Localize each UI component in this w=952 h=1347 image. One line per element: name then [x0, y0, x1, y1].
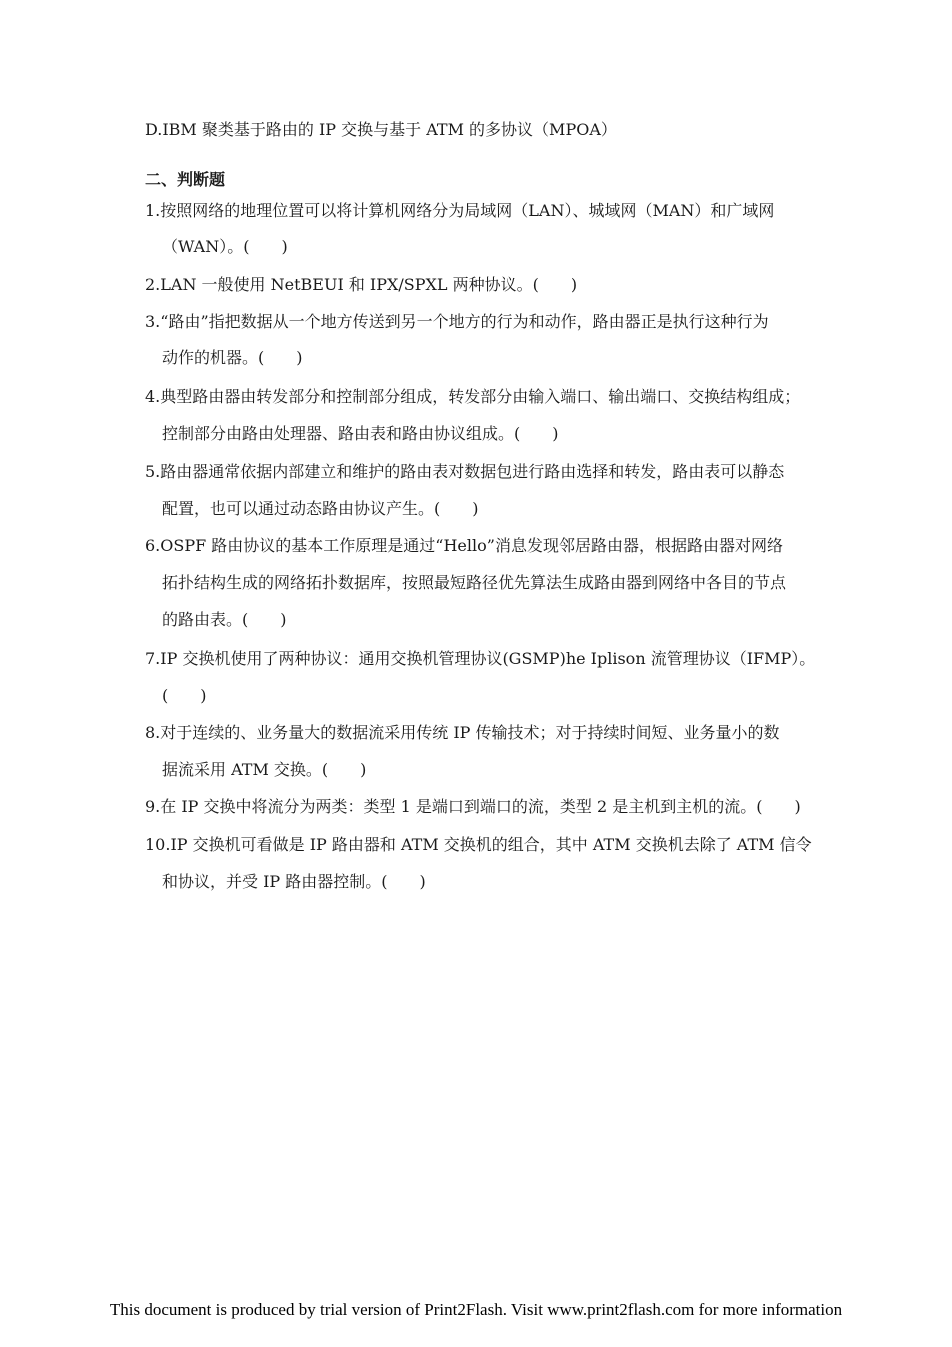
question-7-line-1: 7.IP 交换机使用了两种协议：通用交换机管理协议(GSMP)he Iplison 流管理协议（IFMP）。 [145, 649, 816, 668]
question-10-line-1: 10.IP 交换机可看做是 IP 路由器和 ATM 交换机的组合，其中 ATM 交换机去除了 ATM 信令 [145, 835, 812, 854]
question-6-line-2: 拓扑结构生成的网络拓扑数据库，按照最短路径优先算法生成路由器到网络中各目的节点 [162, 573, 787, 592]
previous-option-d: D.IBM 聚类基于路由的 IP 交换与基于 ATM 的多协议（MPOA） [145, 120, 617, 139]
question-4-line-1: 4.典型路由器由转发部分和控制部分组成，转发部分由输入端口、输出端口、交换结构组成； [145, 387, 801, 406]
question-3-line-1: 3.“路由”指把数据从一个地方传送到另一个地方的行为和动作，路由器正是执行这种行为 [145, 312, 769, 331]
question-10-line-2: 和协议，并受 IP 路由器控制。( ) [162, 872, 426, 891]
question-9-line-1: 9.在 IP 交换中将流分为两类：类型 1 是端口到端口的流，类型 2 是主机到主机的流。( ) [145, 797, 801, 816]
question-1-line-2: （WAN）。( ) [162, 237, 288, 256]
question-1-line-1: 1.按照网络的地理位置可以将计算机网络分为局域网（LAN）、城域网（MAN）和广域网 [145, 201, 775, 220]
question-7-line-2: ( ) [162, 686, 207, 705]
question-4-line-2: 控制部分由路由处理器、路由表和路由协议组成。( ) [162, 424, 559, 443]
question-8-line-2: 据流采用 ATM 交换。( ) [162, 760, 367, 779]
section-heading: 二、判断题 [145, 170, 226, 189]
question-5-line-1: 5.路由器通常依据内部建立和维护的路由表对数据包进行路由选择和转发，路由表可以静态 [145, 462, 785, 481]
question-2-line-1: 2.LAN 一般使用 NetBEUI 和 IPX/SPXL 两种协议。( ) [145, 275, 578, 294]
question-6-line-1: 6.OSPF 路由协议的基本工作原理是通过“Hello”消息发现邻居路由器，根据路由器对网络 [145, 536, 783, 555]
trial-version-footer: This document is produced by trial version of Print2Flash. Visit www.print2flash.com for more information [109, 1300, 843, 1319]
question-8-line-1: 8.对于连续的、业务量大的数据流采用传统 IP 传输技术；对于持续时间短、业务量小的数 [145, 723, 780, 742]
question-3-line-2: 动作的机器。( ) [162, 348, 303, 367]
question-6-line-3: 的路由表。( ) [162, 610, 287, 629]
question-5-line-2: 配置，也可以通过动态路由协议产生。( ) [162, 499, 479, 518]
